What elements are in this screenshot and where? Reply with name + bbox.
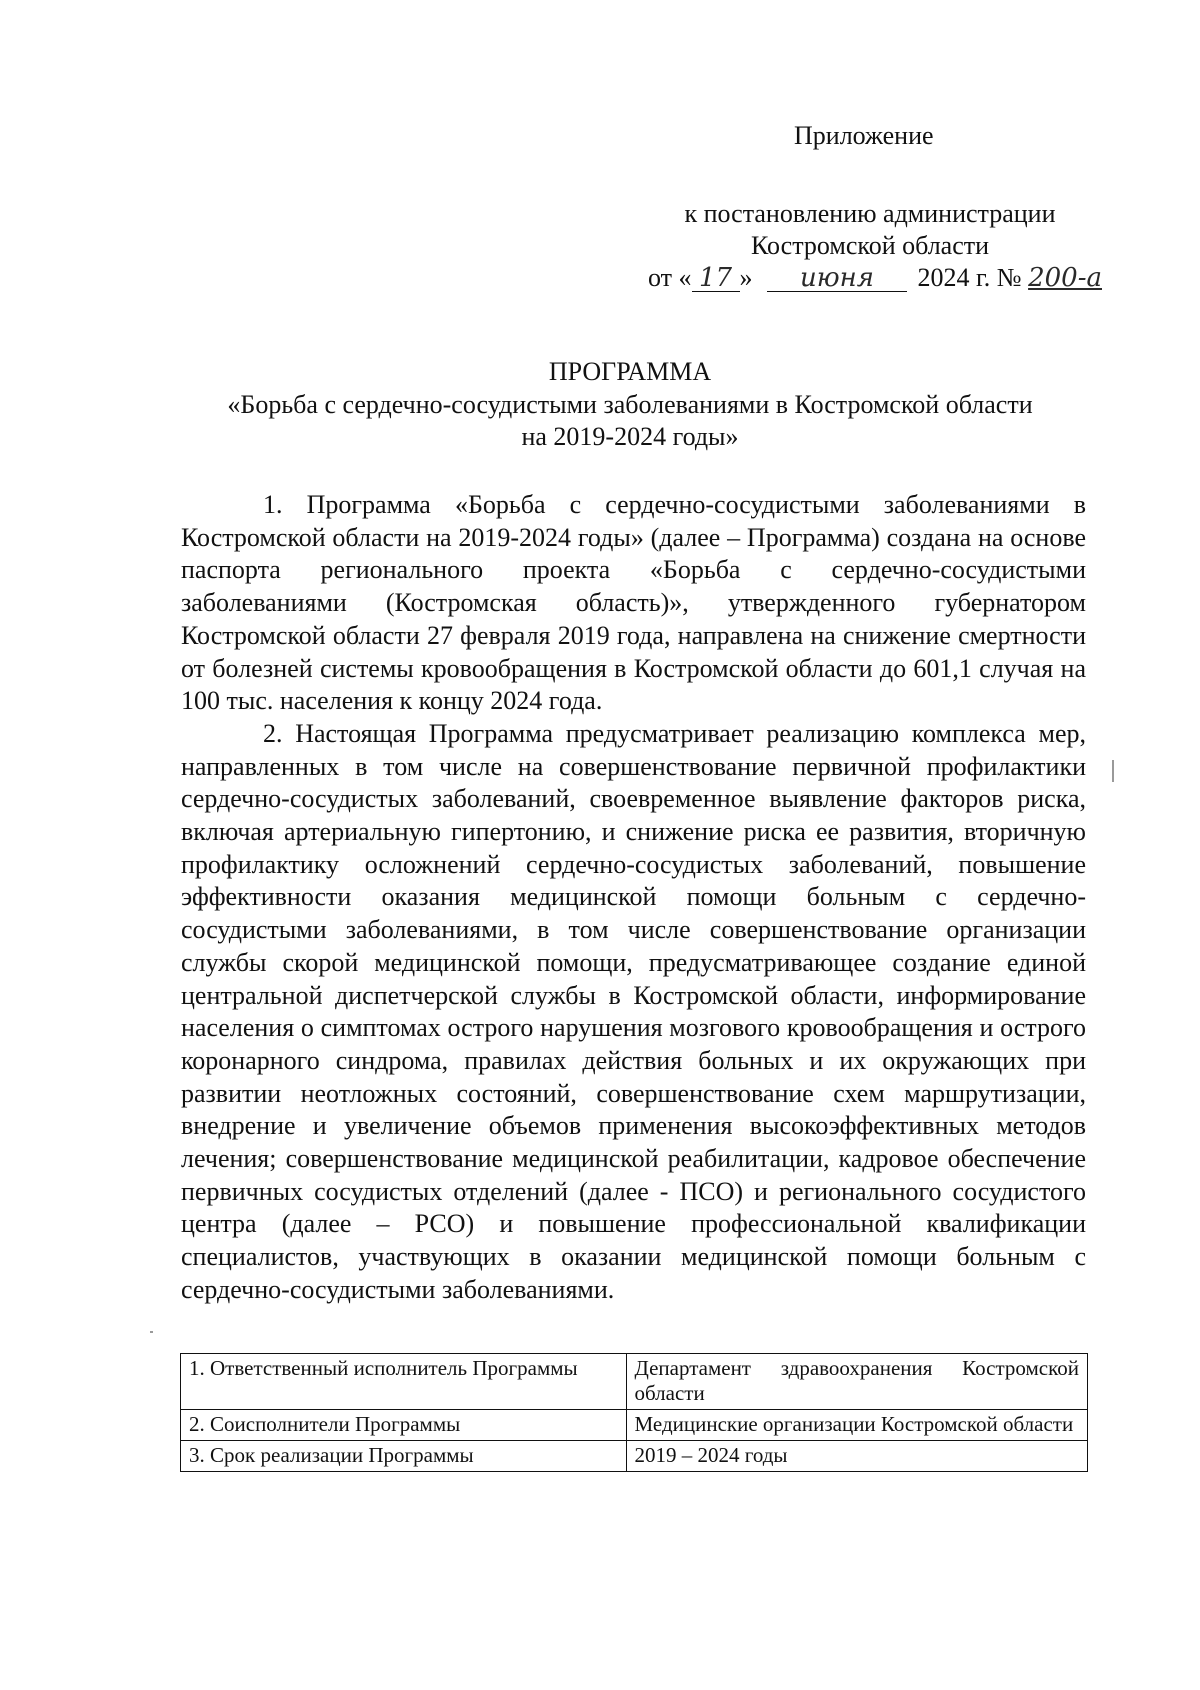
handwritten-day: 17 [692,265,740,292]
paragraph-1: 1. Программа «Борьба с сердечно-сосудистыми заболеваниями в Костромской области на 2019-2024 годы» (далее – Программа) создана на основе паспорта регионального проекта «Борьба с сердечно-сосудистыми заболеваниями (Костромская область)», утвержденного губернатором Костромской области 27 февраля 2019 года, направлена на снижение смертности от болезней системы кровообращения в Костромской области до 601,1 случая на 100 тыс. населения к концу 2024 года. [181,490,1086,716]
scan-mark [150,1331,153,1333]
table-row [181,1441,1088,1472]
table-cell-label: 3. Срок реализации Программы [181,1441,627,1472]
handwritten-month: июня [767,265,907,292]
table-row [181,1354,1088,1410]
table-cell-label: 1. Ответственный исполнитель Программы [181,1354,627,1410]
body-text [181,489,1086,1307]
decree-date-line [648,262,1102,294]
handwritten-doc-number: 200-а [1028,263,1102,293]
scan-mark [1112,760,1114,782]
date-quote-close: » [739,263,753,292]
table-cell-label: 2. Соисполнители Программы [181,1410,627,1441]
program-name [150,389,1110,453]
date-year: 2024 г. № [917,263,1022,292]
paragraph-2: 2. Настоящая Программа предусматривает реализацию комплекса мер, направленных в том числе на совершенствование первичной профилактики сердечно-сосудистых заболеваний, своевременное выявление факторов риска, включая артериальную гипертонию, и снижение риска ее развития, вторичную профилактику осложнений сердечно-сосудистых заболеваний, повышение эффективности оказания медицинской помощи больным с сердечно-сосудистыми заболеваниями, в том числе совершенствование организации службы скорой медицинской помощи, предусматривающее создание единой центральной диспетчерской службы в Костромской области, информирование населения о симптомах острого нарушения мозгового кровообращения и острого коронарного синдрома, правилах действия больных и их окружающих при развитии неотложных состояний, совершенствование схем маршрутизации, внедрение и увеличение объемов применения высокоэффективных методов лечения; совершенствование медицинской реабилитации, кадровое обеспечение первичных сосудистых отделений (далее - ПСО) и регионального сосудистого центра (далее – РСО) и повышение профессиональной квалификации специалистов, участвующих в оказании медицинской помощи больным с сердечно-сосудистыми заболеваниями. [181,718,1086,1304]
program-name-line1: «Борьба с сердечно-сосудистыми заболеваниями в Костромской области [227,390,1033,419]
program-name-line2: на 2019-2024 годы» [521,422,739,451]
decree-reference [600,198,1140,262]
decree-reference-line1: к постановлению администрации [684,199,1056,228]
program-info-table [180,1353,1088,1472]
decree-reference-line2: Костромской области [750,231,990,260]
table-row [181,1410,1088,1441]
table-cell-value: Медицинские организации Костромской области [626,1410,1087,1441]
appendix-label: Приложение [794,121,934,150]
date-prefix: от « [648,263,692,292]
table-cell-value: 2019 – 2024 годы [626,1441,1087,1472]
program-heading: ПРОГРАММА [548,357,712,386]
table-cell-value: Департамент здравоохранения Костромской области [626,1354,1087,1410]
